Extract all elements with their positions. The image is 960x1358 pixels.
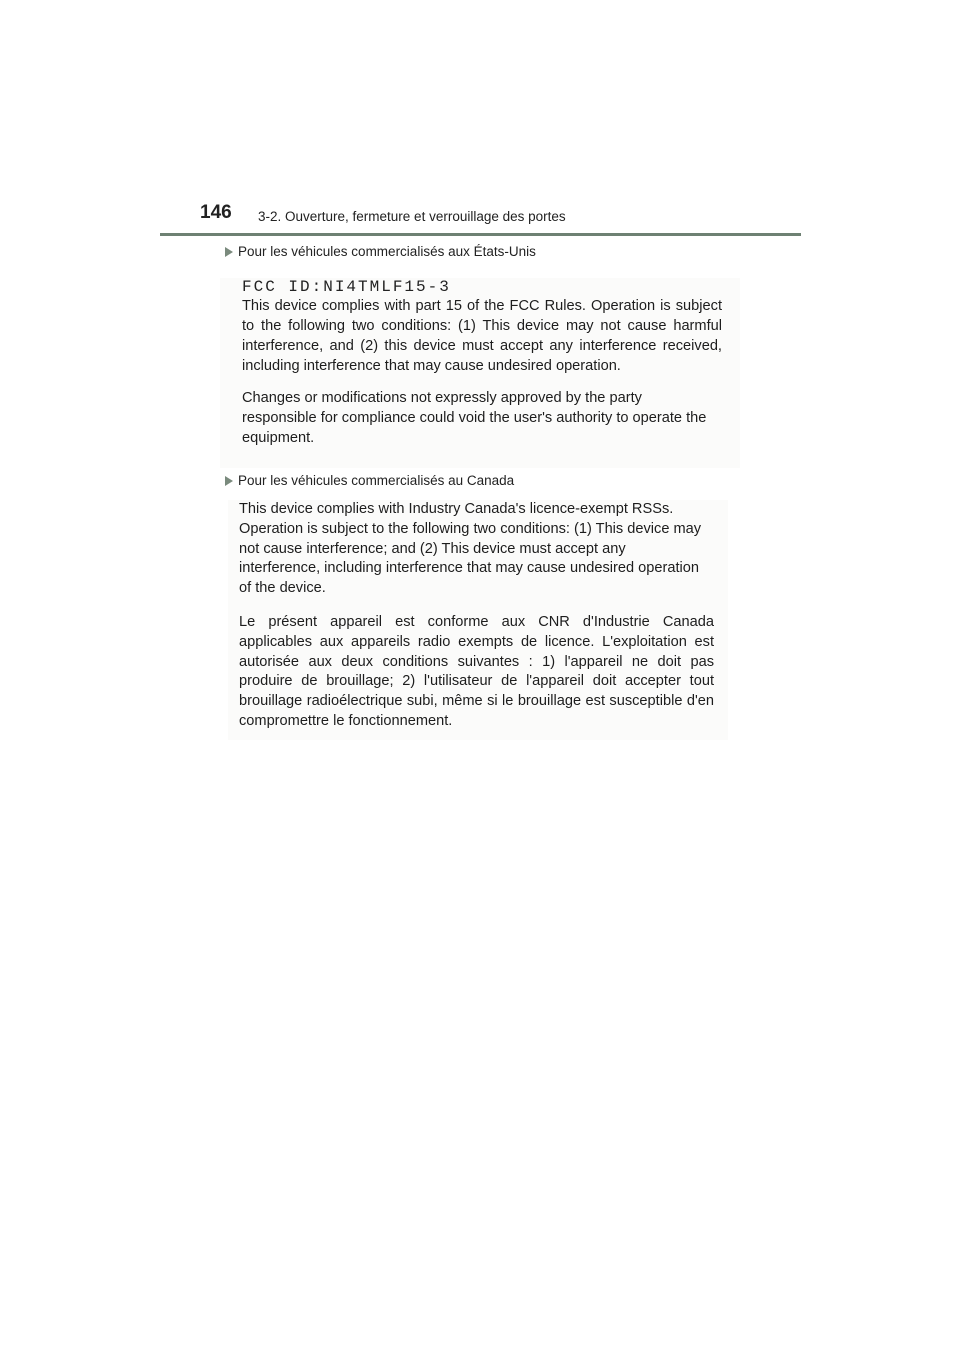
fcc-modification-warning: Changes or modifications not expressly approved by the party responsible for compliance could void the user's authority to operate the equipment. (242, 390, 707, 446)
us-section-heading (225, 244, 536, 259)
us-section-heading-text: Pour les véhicules commercialisés aux États-Unis (238, 244, 536, 259)
triangle-bullet-icon (225, 247, 233, 257)
triangle-bullet-icon (225, 476, 233, 486)
ic-statement-french: Le présent appareil est conforme aux CNR d'Industrie Canada applicables aux appareils radio exempts de licence. L'exploitation est autorisée aux deux conditions suivantes : 1) l'appareil ne doit pas produire de brouillage; 2) l'utilisateur de l'appareil doit accepter tout brouillage radioélectrique subi, même si le brouillage est susceptible d'en compromettre le fonctionnement. (239, 613, 714, 729)
fcc-statement: This device complies with part 15 of the FCC Rules. Operation is subject to the following two conditions: (1) This device may not cause harmful interference, and (2) this device must accept any interference received, including interference that may cause undesired operation. (242, 298, 722, 374)
page-number: 146 (200, 202, 232, 223)
ic-label-image (228, 500, 728, 740)
ic-statement-english: This device complies with Industry Canada's licence-exempt RSSs. Operation is subject to the following two conditions: (1) This device may not cause interference; and (2) This device must accept any interference, including interference that may cause undesired operation of the device. (239, 501, 702, 597)
fcc-id: FCC ID:NI4TMLF15-3 (242, 278, 451, 296)
canada-section-heading-text: Pour les véhicules commercialisés au Canada (238, 473, 515, 488)
canada-section-heading (225, 473, 514, 488)
fcc-label-image (220, 278, 740, 468)
header-divider (160, 233, 801, 236)
section-title: 3-2. Ouverture, fermeture et verrouillage des portes (258, 209, 566, 224)
page-header (200, 200, 800, 236)
